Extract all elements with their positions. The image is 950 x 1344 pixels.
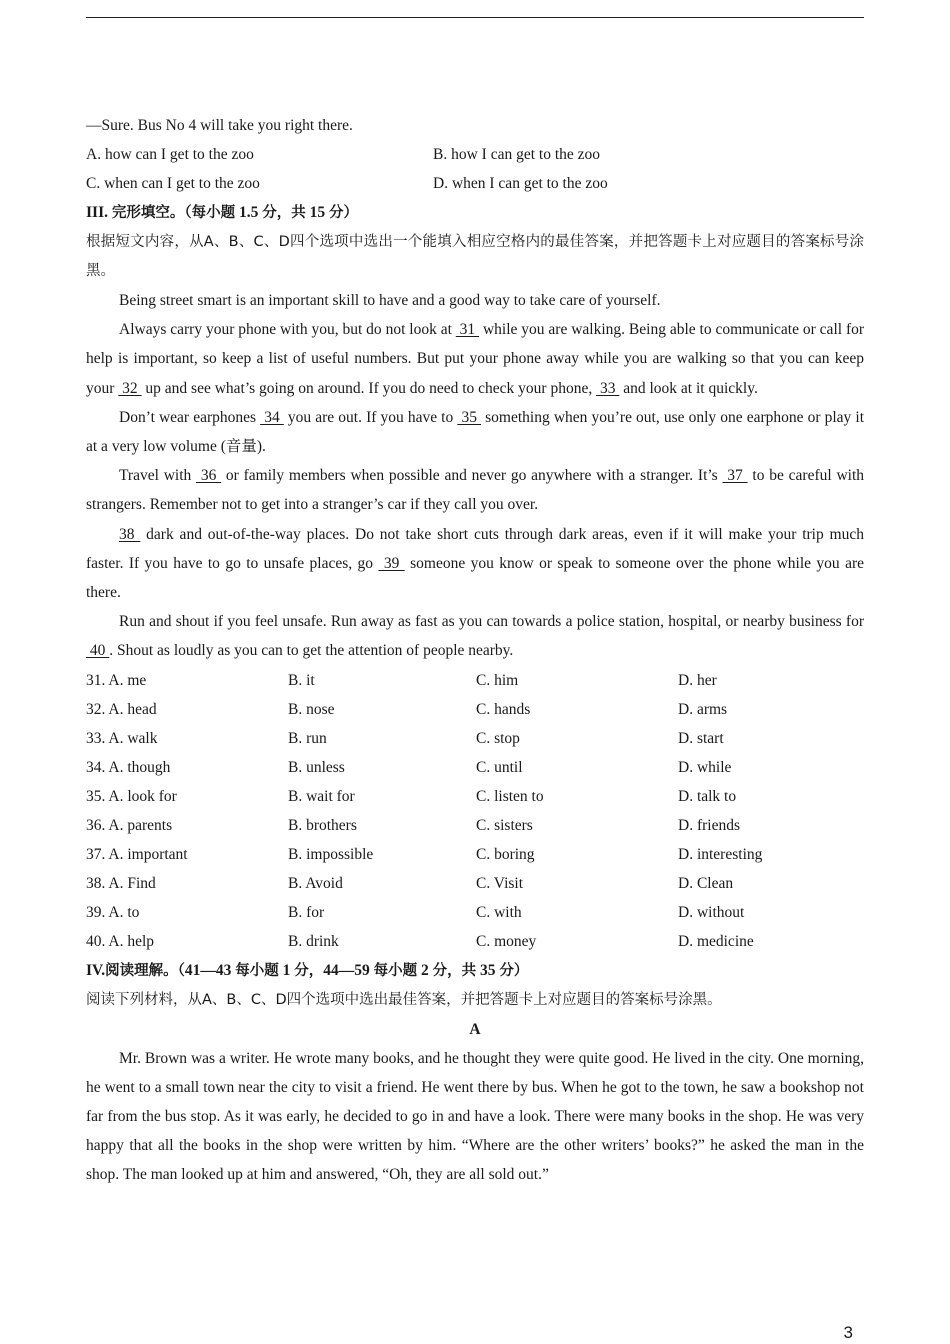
blank-31: 31	[455, 321, 480, 339]
question-row: 31. A. me B. it C. him D. her	[86, 671, 717, 689]
q30-options-row-2	[86, 169, 864, 198]
page-content	[86, 111, 864, 1190]
question-row: 39. A. to B. for C. with D. without	[86, 903, 745, 921]
question-row: 38. A. Find B. Avoid C. Visit D. Clean	[86, 874, 734, 892]
question-row: 37. A. important B. impossible C. boring D. interesting	[86, 845, 763, 863]
passage-a-text: Mr. Brown was a writer. He wrote many books, and he thought they were quite good. He lived in the city. One morning, he went to a small town near the city to visit a friend. He went there by bus. When he got to the town, he saw a bookshop not far from the bus stop. As it was early, he decided to go in and have a look. There were many books in the shop. He was very happy that all the books in the shop were written by him. “Where are the other writers’ books?” he asked the man in the shop. The man looked up at him and answered, “Oh, they are all sold out.”	[86, 1049, 864, 1184]
question-row: 33. A. walk B. run C. stop D. start	[86, 729, 724, 747]
blank-40: 40	[86, 642, 110, 660]
passage-a-label: A	[469, 1020, 481, 1038]
blank-37: 37	[722, 467, 748, 485]
question-row: 36. A. parents B. brothers C. sisters D. friends	[86, 816, 740, 834]
q30-option-c: C. when can I get to the zoo	[86, 175, 260, 192]
blank-36: 36	[196, 467, 222, 485]
section3-heading: III. 完形填空。（每小题 1.5 分，共 15 分）	[86, 204, 358, 221]
q30-options-row-1	[86, 140, 864, 169]
blank-34: 34	[260, 408, 284, 426]
cloze-paragraph-3: Don’t wear earphones 34 you are out. If you have to 35 something when you’re out, use only one earphone or play it at a very low volume (音量).	[86, 408, 865, 456]
question-row: 35. A. look for B. wait for C. listen to D. talk to	[86, 787, 737, 805]
cloze-options-list	[86, 666, 864, 956]
cloze-paragraph-4: Travel with 36 or family members when possible and never go anywhere with a stranger. It’s 37 to be careful with strangers. Remember not to get into a stranger’s car if they call you over.	[86, 467, 865, 514]
cloze-paragraph-1: Being street smart is an important skill to have and a good way to take care of yourself.	[119, 292, 661, 309]
section4-heading: IV.阅读理解。（41—43 每小题 1 分，44—59 每小题 2 分，共 35 分）	[86, 961, 529, 979]
question-row: 40. A. help B. drink C. money D. medicine	[86, 932, 754, 950]
blank-38: 38	[119, 525, 141, 543]
q30-option-d: D. when I can get to the zoo	[433, 175, 608, 192]
q30-option-a: A. how can I get to the zoo	[86, 146, 254, 163]
cloze-paragraph-2: Always carry your phone with you, but do not look at 31 while you are walking. Being able to communicate or call for help is important, so keep a list of useful numbers. But put your phone away while you are walking so that you can keep your 32 up and see what’s going on around. If you do need to check your phone, 33 and look at it quickly.	[86, 321, 865, 397]
section3-instruction: 根据短文内容，从A、B、C、D四个选项中选出一个能填入相应空格内的最佳答案，并把答题卡上对应题目的答案标号涂黑。	[86, 234, 864, 279]
question-row: 32. A. head B. nose C. hands D. arms	[86, 700, 728, 718]
cloze-paragraph-5: 38 dark and out-of-the-way places. Do not take short cuts through dark areas, even if it will make your trip much faster. If you have to go to unsafe places, go 39 someone you know or speak to someone over the phone while you are there.	[86, 525, 864, 602]
section4-instruction: 阅读下列材料，从A、B、C、D四个选项中选出最佳答案，并把答题卡上对应题目的答案标号涂黑。	[86, 991, 722, 1008]
question-row: 34. A. though B. unless C. until D. while	[86, 758, 732, 776]
q30-option-b: B. how I can get to the zoo	[433, 146, 601, 163]
q30-answer-line: —Sure. Bus No 4 will take you right there.	[86, 117, 353, 134]
cloze-paragraph-6: Run and shout if you feel unsafe. Run away as fast as you can towards a police station, hospital, or nearby business for 40 . Shout as loudly as you can to get the attention of people nearby.	[86, 613, 864, 660]
blank-35: 35	[457, 408, 482, 426]
header-rule	[86, 17, 864, 18]
page-number: 3	[843, 1323, 853, 1342]
blank-39: 39	[378, 554, 405, 572]
blank-33: 33	[596, 379, 620, 397]
blank-32: 32	[118, 379, 142, 397]
